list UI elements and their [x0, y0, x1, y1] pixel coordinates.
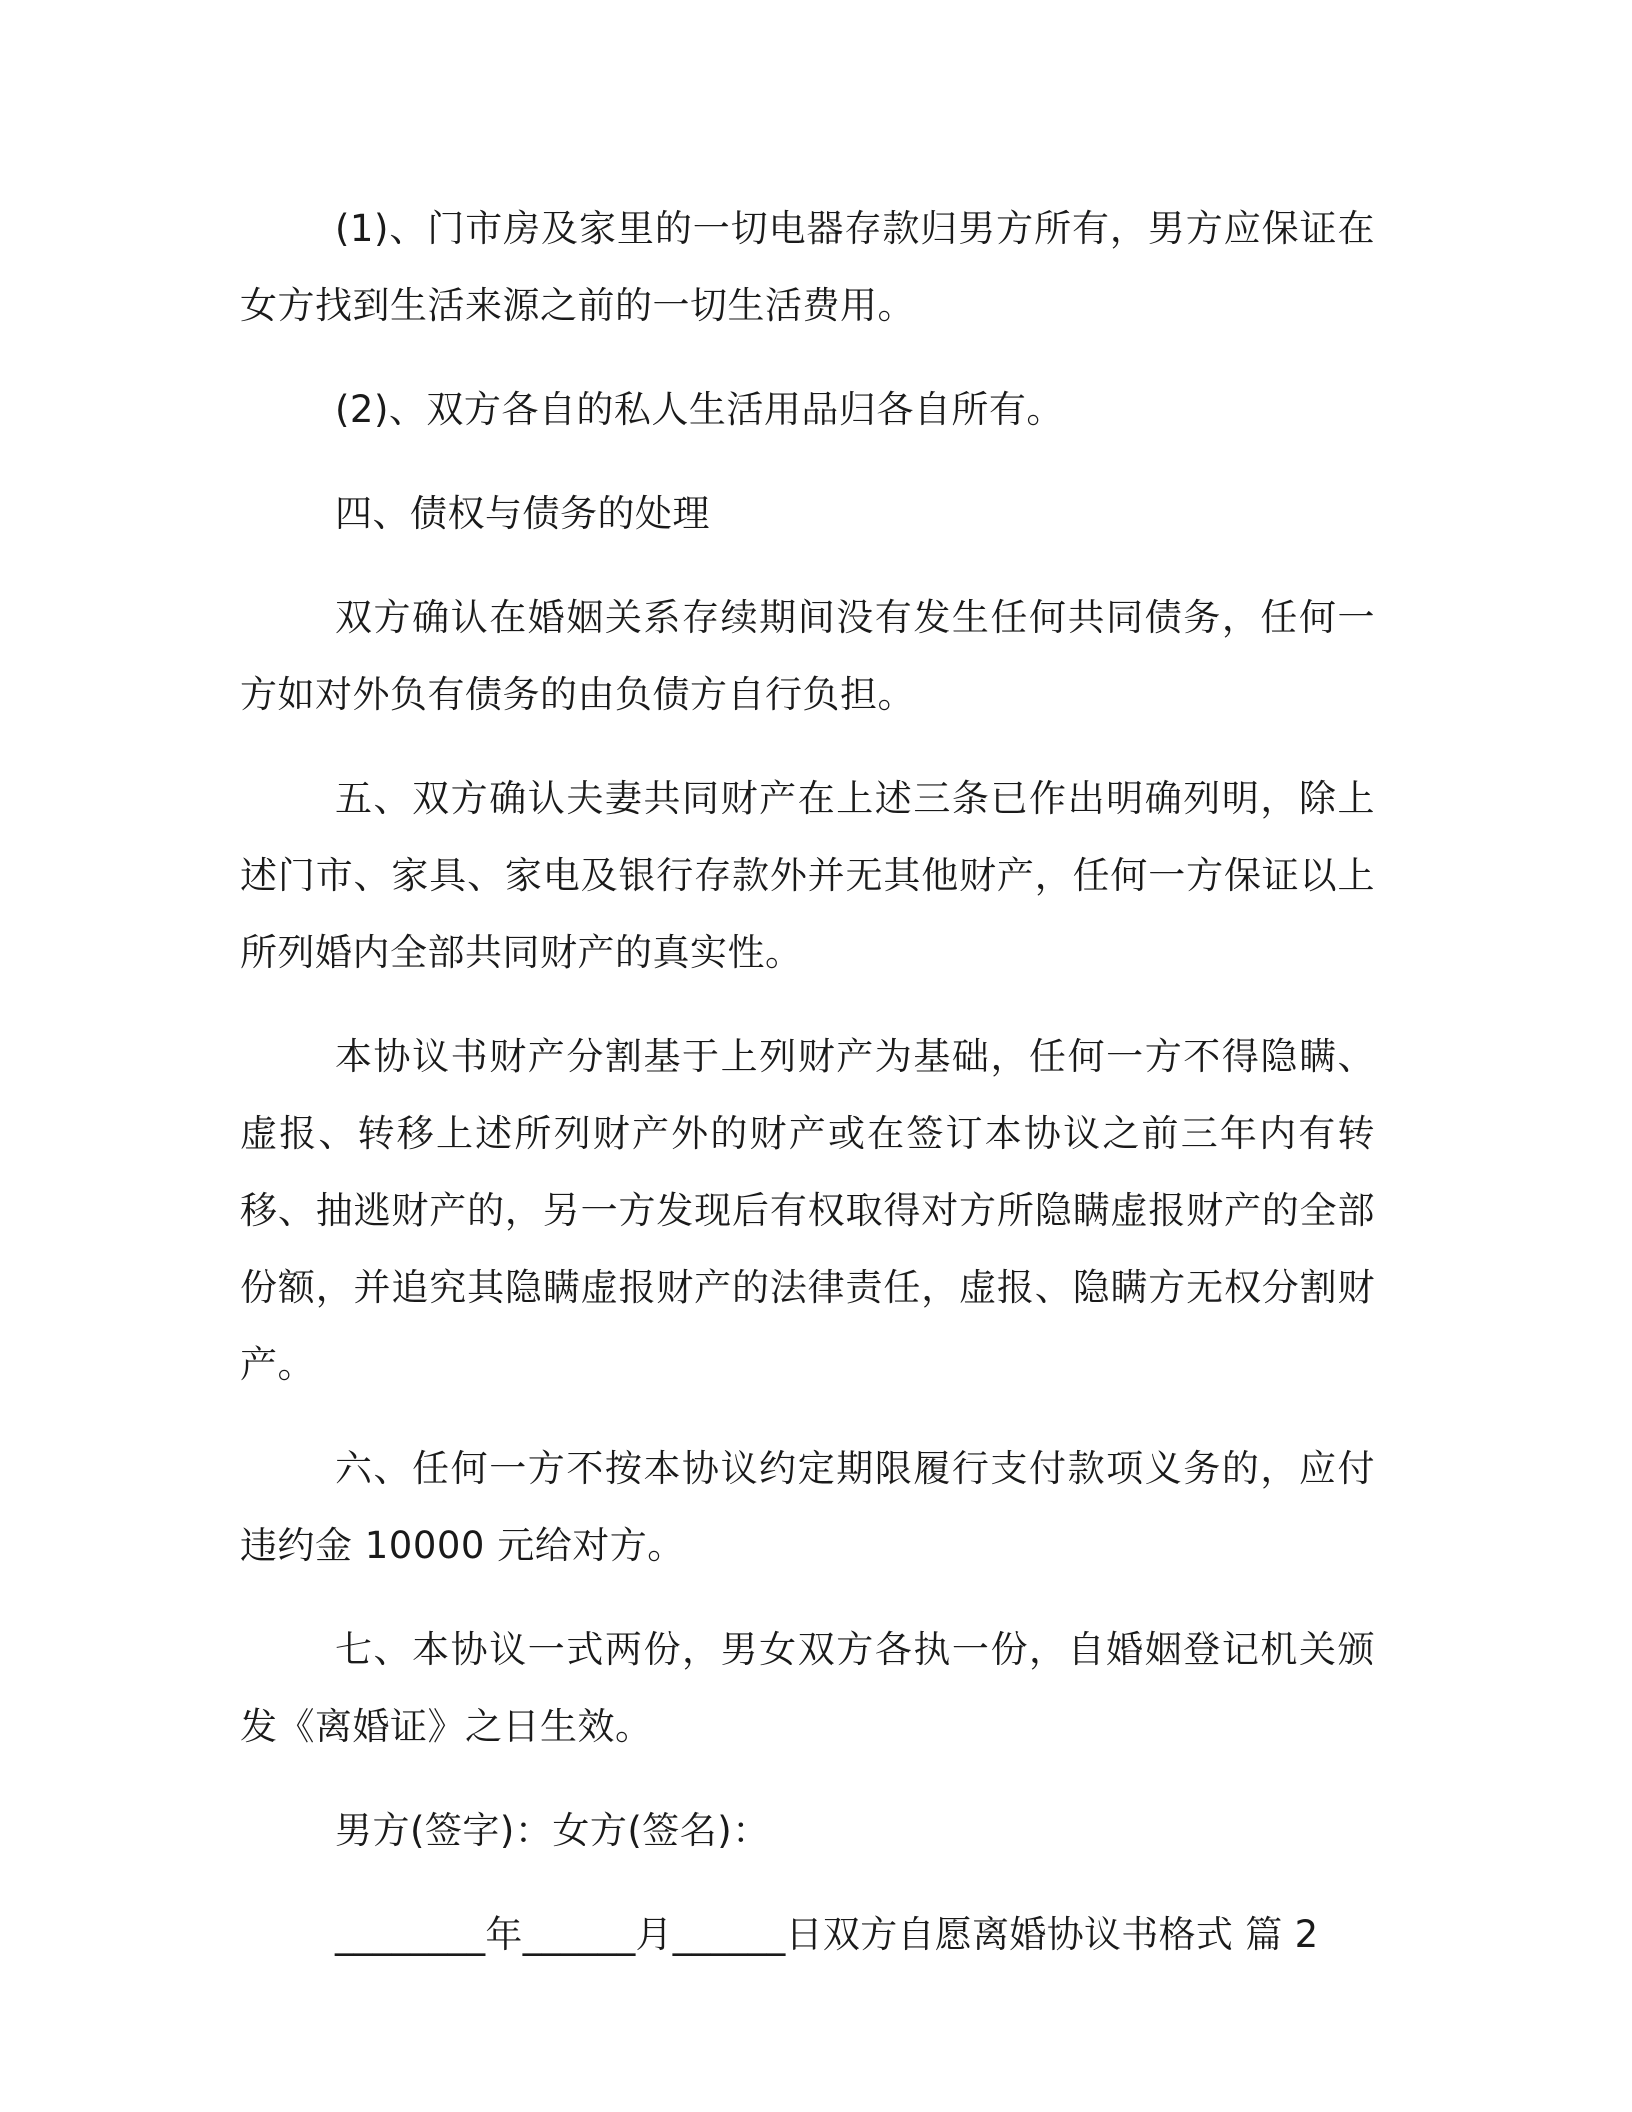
date-line: ________年______月______日双方自愿离婚协议书格式 篇 2 — [335, 1913, 1319, 1956]
paragraph-property-division: 本协议书财产分割基于上列财产为基础，任何一方不得隐瞒、虚报、转移上述所列财产外的财产或在签订本协议之前三年内有转移、抽逃财产的，另一方发现后有权取得对方所隐瞒虚报财产的全部份额，并追究其隐瞒虚报财产的法律责任，虚报、隐瞒方无权分割财产。 — [240, 1035, 1375, 1386]
paragraph-property-item-2: (2)、双方各自的私人生活用品归各自所有。 — [335, 388, 1064, 431]
paragraph-property-item-1: (1)、门市房及家里的一切电器存款归男方所有，男方应保证在女方找到生活来源之前的一切生活费用。 — [240, 207, 1375, 327]
section-heading-debts: 四、债权与债务的处理 — [335, 492, 710, 535]
paragraph-section-seven: 七、本协议一式两份，男女双方各执一份，自婚姻登记机关颁发《离婚证》之日生效。 — [240, 1628, 1375, 1748]
document-body — [240, 190, 1375, 2000]
paragraph-section-six: 六、任何一方不按本协议约定期限履行支付款项义务的，应付违约金 10000 元给对方。 — [240, 1447, 1375, 1567]
paragraph-section-five: 五、双方确认夫妻共同财产在上述三条已作出明确列明，除上述门市、家具、家电及银行存款外并无其他财产，任何一方保证以上所列婚内全部共同财产的真实性。 — [240, 777, 1375, 974]
signature-line: 男方(签字)：女方(签名)： — [335, 1809, 770, 1852]
paragraph-debts: 双方确认在婚姻关系存续期间没有发生任何共同债务，任何一方如对外负有债务的由负债方自行负担。 — [240, 596, 1375, 716]
